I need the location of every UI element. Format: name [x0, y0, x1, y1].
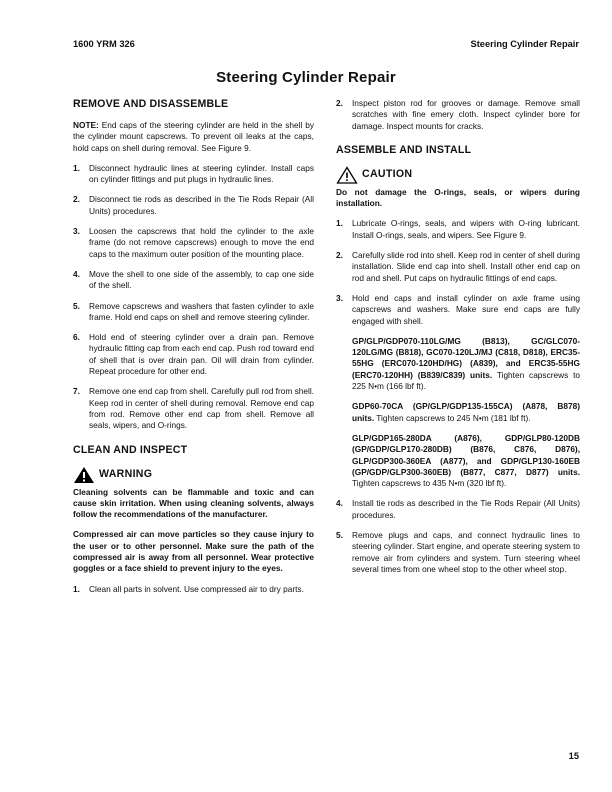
torque-spec-3	[352, 433, 580, 489]
header-section-title: Steering Cylinder Repair	[470, 39, 579, 49]
remove-steps	[73, 163, 314, 432]
warning-label-row	[73, 466, 314, 484]
clean-steps	[73, 584, 314, 595]
page-title: Steering Cylinder Repair	[216, 69, 396, 86]
torque-spec-2	[352, 401, 580, 424]
list-item	[73, 226, 314, 260]
caution-text: Do not damage the O-rings, seals, or wipers during installation.	[336, 186, 580, 209]
caution-icon	[336, 166, 362, 184]
step-text: Hold end caps and install cylinder on axle frame using capscrews and washers. Make sure end caps are fully engaged with shell.	[352, 292, 580, 326]
step-number: 2.	[73, 194, 80, 205]
step-number: 7.	[73, 386, 80, 397]
remove-note	[73, 120, 314, 154]
step-text: Install tie rods as described in the Tie Rods Repair (All Units) procedures.	[352, 498, 580, 520]
step-text: Lubricate O-rings, seals, and wipers with O-ring lubricant. Install O-rings, seals, and wipers. See Figure 9.	[352, 218, 580, 240]
torque-units-3: GLP/GDP165-280DA (A876), GDP/GLP80-120DB (GP/GDP/GLP170-280DB) (B876, C876, D876), GLP/GDP300-360EA (A877), and GDP/GLP130-160EB (GP/GDP/GLP300-360EB) (B877, C877, D877) units.	[352, 432, 580, 477]
step-number: 3.	[336, 292, 343, 303]
step-number: 3.	[73, 226, 80, 237]
assemble-steps	[336, 218, 580, 575]
assemble-heading: ASSEMBLE AND INSTALL	[336, 143, 472, 156]
step-text: Hold end of steering cylinder over a drain pan. Remove hydraulic fitting cap from each end cap. Push rod toward end of shell that is over drain pan. Oil will drain from cylinder. Repeat procedure for other end.	[89, 332, 314, 377]
list-item	[336, 293, 580, 489]
list-item	[73, 269, 314, 292]
warning-icon	[73, 466, 99, 484]
step-text: Carefully slide rod into shell. Keep rod in center of shell during installation. Slide end cap into shell. Install other end cap on rod and shell. Put caps on hydraulic fittings of end caps.	[352, 250, 580, 283]
list-item	[336, 218, 580, 241]
step-text: Disconnect tie rods as described in the Tie Rods Repair (All Units) procedures.	[89, 194, 314, 216]
step-text: Inspect piston rod for grooves or damage. Remove small scratches with fine emery cloth. Inspect cylinder bore for damage. Inspect mounts for cracks.	[352, 98, 580, 131]
list-item	[73, 194, 314, 217]
step-text: Clean all parts in solvent. Use compressed air to dry parts.	[89, 583, 304, 594]
step-text: Disconnect hydraulic lines at steering cylinder. Install caps on cylinder fittings and put plugs in hydraulic lines.	[89, 162, 314, 185]
right-column	[336, 98, 580, 584]
torque-units-1: GP/GLP/GDP070-110LG/MG (B813), GC/GLC070-120LG/MG (B818), GC070-120LJ/MJ (C818, D818), ERC35-55HG (ERC070-120HD/HG) (A839), and ERC35-55HG (ERC70-120HH) (B839/C839) units.	[352, 335, 580, 380]
list-item	[336, 98, 580, 132]
torque-value-3: Tighten capscrews to 435 N•m (320 lbf ft).	[352, 478, 507, 489]
page-number: 15	[568, 751, 579, 761]
step-text: Loosen the capscrews that hold the cylinder to the axle frame (do not remove capscrews) enough to move the end caps to the maximum outer position of the mounting place.	[89, 226, 314, 259]
step-number: 2.	[336, 98, 343, 108]
step-number: 1.	[73, 162, 80, 173]
list-item	[73, 301, 314, 324]
clean-steps-continued	[336, 98, 580, 132]
torque-spec-1	[352, 336, 580, 392]
list-item	[336, 530, 580, 575]
clean-heading: CLEAN AND INSPECT	[73, 443, 188, 456]
caution-label-row	[336, 166, 580, 184]
header-doc-code: 1600 YRM 326	[73, 39, 135, 49]
torque-units-2: GDP60-70CA (GP/GLP/GDP135-155CA) (A878, B878) units.	[352, 401, 580, 423]
list-item	[73, 163, 314, 186]
step-number: 5.	[73, 300, 80, 311]
note-label: NOTE:	[73, 120, 99, 130]
list-item	[73, 584, 314, 595]
list-item	[73, 386, 314, 431]
step-text: Remove capscrews and washers that fasten cylinder to axle frame. Hold end caps on shell and remove steering cylinder.	[89, 300, 314, 322]
warning-text-compressed-air: Compressed air can move particles so they cause injury to the user or to other personnel. Make sure the path of the compressed air is away from all personnel. Wear protective goggles or a face shield to prevent injury to the eyes.	[73, 529, 314, 574]
step-number: 6.	[73, 332, 80, 343]
caution-label: CAUTION	[362, 168, 413, 181]
step-number: 4.	[336, 498, 343, 509]
step-number: 5.	[336, 530, 343, 541]
torque-value-1: Tighten capscrews to 225 N•m (166 lbf ft).	[352, 369, 580, 392]
warning-text-solvents: Cleaning solvents can be flammable and toxic and can cause skin irritation. When using cleaning solvents, always follow the recommendations of the manufacturer.	[73, 486, 314, 520]
note-text: End caps of the steering cylinder are held in the shell by the cylinder mount capscrews. To prevent oil leaks at the caps, hold caps on shell during removal. See Figure 9.	[73, 120, 314, 153]
step-text: Remove one end cap from shell. Carefully pull rod from shell. Keep rod in center of shell during removal. Remove end cap from rod. Remove other end cap from shell. Remove all seals, wipers, and O-rings.	[89, 386, 314, 431]
step-text: Move the shell to one side of the assembly, to cap one side of the shell.	[89, 268, 314, 291]
step-text: Remove plugs and caps, and connect hydraulic lines to steering cylinder. Start engine, and operate steering system to remove air from cylinders and system. Turn steering wheel several times from one wheel stop to the other wheel stop.	[352, 530, 580, 574]
torque-value-2: Tighten capscrews to 245 N•m (181 lbf ft).	[376, 412, 531, 423]
step-number: 1.	[73, 583, 80, 594]
remove-heading: REMOVE AND DISASSEMBLE	[73, 98, 229, 110]
warning-label: WARNING	[99, 467, 153, 480]
step-number: 4.	[73, 268, 80, 279]
step-number: 2.	[336, 250, 343, 261]
list-item	[336, 250, 580, 284]
list-item	[336, 498, 580, 521]
step-number: 1.	[336, 218, 343, 229]
left-column	[73, 98, 314, 604]
list-item	[73, 332, 314, 377]
